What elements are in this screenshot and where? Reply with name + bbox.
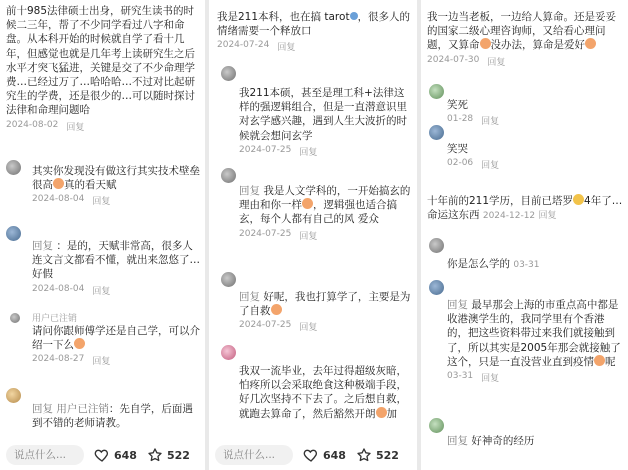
comment-text: 我一边当老板，一边给人算命。还是妥妥的国家二级心理咨询师，又给看心理问题，又算命 (427, 11, 616, 52)
comment-text: 呢 (605, 355, 616, 368)
avatar[interactable] (429, 238, 444, 253)
comment-date: 01-28 (447, 114, 474, 125)
reply-button[interactable]: 回复 (66, 122, 85, 133)
favorite-button[interactable] (356, 447, 399, 463)
comment-text: 十年前的211学历，目前已塔罗 (427, 195, 574, 207)
like-count: 648 (323, 448, 346, 462)
comment-date: 2024-08-04 (32, 194, 85, 205)
comment-item[interactable] (447, 257, 624, 272)
comment-item[interactable] (239, 184, 413, 242)
comment-text: 我211本硕，甚至是理工科+法律这样的强逻辑组合，但是一直潜意识里对玄学感兴趣，遇到人生大波折的时候就会想问玄学 (239, 87, 407, 142)
reply-prefix: 回复 (239, 185, 260, 197)
heart-icon (94, 447, 110, 463)
comment-date: 2024-08-02 (6, 119, 59, 130)
avatar[interactable] (429, 280, 444, 295)
reply-prefix: 回复 (239, 291, 260, 303)
bottom-action-bar (209, 440, 417, 470)
avatar[interactable] (429, 418, 444, 433)
comment-item[interactable] (239, 364, 413, 421)
comment-text: 没办法，算命是爱好 (490, 39, 585, 52)
reply-button[interactable]: 回复 (481, 374, 500, 385)
comment-panel-middle (209, 0, 417, 470)
username[interactable]: 用户已注销 (56, 403, 109, 415)
comment-date: 2024-12-12 (482, 211, 536, 222)
comment-text: ，逻辑强也适合搞玄，每个人都有自己的风 (239, 199, 397, 226)
comment-input[interactable]: 说点什么... (215, 445, 293, 465)
avatar[interactable] (10, 313, 20, 323)
comment-date: 2024-08-04 (32, 283, 85, 294)
reply-prefix: 回复 (447, 435, 468, 447)
comment-item[interactable] (447, 142, 624, 171)
laugh-emoji-icon (480, 38, 491, 49)
comment-date: 2024-07-25 (239, 320, 292, 331)
comment-date: 2024-07-25 (239, 228, 292, 239)
pray-emoji-icon (74, 338, 85, 349)
laugh-emoji-icon (376, 407, 387, 418)
comment-date: 03-31 (447, 371, 474, 382)
comment-text: 好神奇的经历 (471, 435, 535, 447)
like-button[interactable] (94, 447, 137, 463)
comment-date: 2024-08-27 (32, 354, 85, 365)
comment-item[interactable] (217, 10, 413, 53)
comment-item[interactable] (427, 10, 624, 68)
reply-button[interactable]: 回复 (538, 211, 557, 222)
comment-text: 前十985法律硕士出身，研究生读书的时候二三年，帮了不少同学看过八字和命盘。从本科开始的时候就自学了看十几年，但感觉也就是几年考上读研究生之后水平才突飞猛进，关键是交了不少命理学费…已经过万了…哈哈哈…不过对比起研究生的学费，还是很少的…可以随时探讨法律和命理问题哈 (6, 5, 195, 117)
comment-date: 02-06 (447, 158, 474, 169)
comment-item[interactable] (447, 98, 624, 127)
star-icon (356, 447, 372, 463)
comment-date: 2024-07-25 (239, 144, 292, 155)
laugh-emoji-icon (271, 304, 282, 315)
like-count: 648 (114, 448, 137, 462)
laugh-emoji-icon (585, 38, 596, 49)
favorite-count: 522 (375, 448, 399, 462)
reply-button[interactable]: 回复 (299, 147, 318, 158)
avatar[interactable] (221, 66, 236, 81)
laugh-emoji-icon (53, 178, 64, 189)
favorite-button[interactable] (147, 447, 190, 463)
reply-prefix: 回复 (32, 403, 53, 415)
comment-item[interactable] (239, 86, 413, 158)
avatar[interactable] (429, 84, 444, 99)
comment-text: 好呢，我也打算学了，主要是为了自救 (239, 291, 411, 318)
comment-date: 2024-07-30 (427, 54, 480, 65)
comment-panel-right (421, 0, 628, 470)
favorite-count: 522 (166, 448, 190, 462)
avatar[interactable] (6, 160, 21, 175)
comment-text: ：是的，天赋非常高，很多人连文言文都看不懂，就出来忽悠了…好假 (32, 240, 200, 281)
comment-item[interactable] (239, 290, 413, 333)
avatar[interactable] (221, 345, 236, 360)
reply-button[interactable]: 回复 (92, 286, 111, 297)
comment-text: 真的看天赋 (64, 179, 117, 192)
comment-date: 2024-07-24 (217, 40, 270, 51)
comment-item[interactable] (6, 4, 201, 133)
star-icon (147, 447, 163, 463)
laugh-emoji-icon (594, 355, 605, 366)
comment-text: 笑哭 (447, 143, 468, 155)
avatar[interactable] (6, 388, 21, 403)
comment-text: ，很多人的情绪需要一个释放口 (217, 11, 411, 38)
heart-icon (303, 447, 319, 463)
comment-item[interactable] (427, 194, 624, 223)
username[interactable]: 用户已注销 (32, 314, 78, 324)
reply-prefix: 回复 (32, 240, 53, 252)
reply-button[interactable]: 回复 (481, 117, 500, 128)
comment-text: 你是怎么学的 (447, 258, 510, 270)
comment-text: ：先自学，后面遇到不错的老师请教。 (32, 403, 193, 430)
laugh-emoji-icon (302, 198, 313, 209)
comment-item[interactable] (32, 239, 201, 297)
reply-button[interactable]: 回复 (487, 57, 506, 68)
comment-item[interactable] (32, 311, 201, 367)
avatar[interactable] (221, 272, 236, 287)
comment-text: 4年了…命运这东西 (427, 195, 623, 222)
avatar[interactable] (6, 226, 21, 241)
reply-button[interactable]: 回复 (92, 357, 111, 368)
comment-text: 我是211本科，也在搞 tarot (217, 11, 350, 23)
reply-button[interactable]: 回复 (299, 323, 318, 334)
reply-button[interactable]: 回复 (277, 43, 296, 54)
sparkle-emoji-icon (350, 12, 358, 20)
bottom-action-bar (0, 440, 205, 470)
like-button[interactable] (303, 447, 346, 463)
comment-input[interactable]: 说点什么... (6, 445, 84, 465)
reply-button[interactable]: 回复 (481, 161, 500, 172)
comment-text: 笑死 (447, 99, 468, 111)
avatar[interactable] (429, 125, 444, 140)
comment-text: 我是人文学科的，一开始搞玄的理由和你一样 (239, 185, 411, 212)
comment-item[interactable] (447, 434, 624, 448)
comment-item[interactable] (32, 164, 201, 207)
comment-text: 爱众 (357, 213, 379, 226)
comment-text: 其实你发现没有做这行其实技术壁垒很高 (32, 165, 200, 192)
comment-item[interactable] (32, 402, 201, 430)
reply-button[interactable]: 回复 (92, 197, 111, 208)
avatar[interactable] (221, 168, 236, 183)
comment-text: 最早那会上海的市重点高中都是收港澳学生的，我同学里有个香港的，把这些资料带过来我们就接触到了，所以其实是2005年那会就接触了这个，只是一直没营业直到疫情 (447, 299, 621, 368)
reply-button[interactable]: 回复 (299, 231, 318, 242)
comment-text: 加 (386, 407, 397, 420)
comment-text: 请问你跟师傅学还是自己学，可以介绍一下么 (32, 325, 200, 352)
comment-panel-left (0, 0, 205, 470)
crystal-emoji-icon (573, 194, 584, 205)
comment-item[interactable] (447, 298, 624, 384)
reply-prefix: 回复 (447, 299, 468, 311)
comment-date: 03-31 (513, 260, 540, 270)
comment-text: 我双一流毕业，去年过得超级灰暗，怕疼所以会采取绝食这种极端手段，好几次坚持不下去了。之后想自救，就跑去算命了，然后豁然开朗 (239, 365, 407, 420)
